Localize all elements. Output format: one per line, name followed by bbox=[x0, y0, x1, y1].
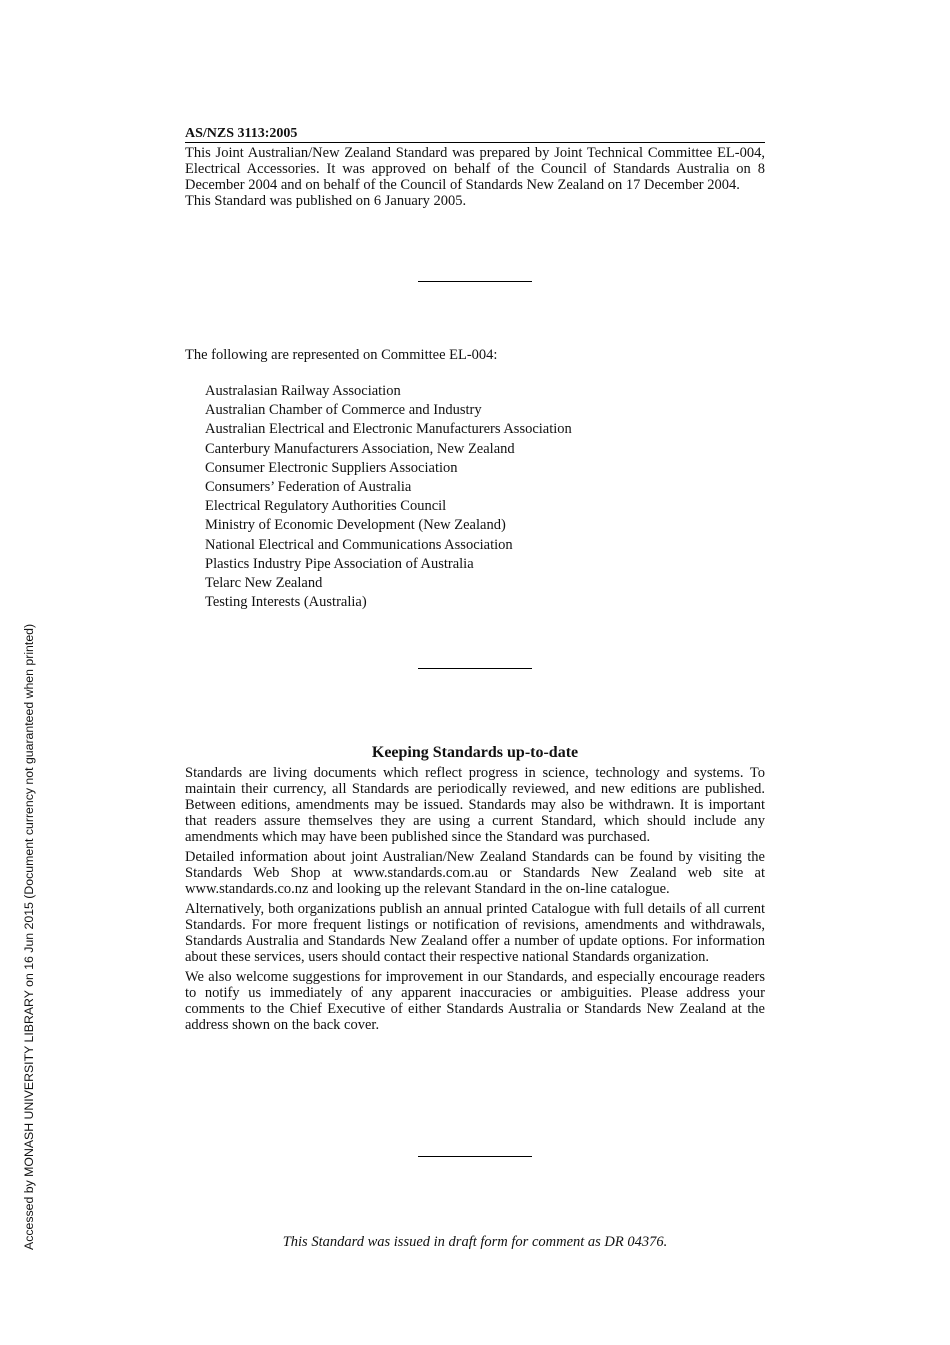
committee-member: Canterbury Manufacturers Association, New Zealand bbox=[205, 440, 515, 457]
committee-member: Ministry of Economic Development (New Zealand) bbox=[205, 517, 506, 534]
committee-member: Testing Interests (Australia) bbox=[205, 594, 367, 611]
draft-note: This Standard was issued in draft form for comment as DR 04376. bbox=[282, 1234, 668, 1250]
approval-block bbox=[185, 145, 765, 209]
committee-member: National Electrical and Communications Association bbox=[205, 536, 513, 553]
section-body bbox=[185, 765, 765, 1037]
standard-id: AS/NZS 3113:2005 bbox=[185, 126, 765, 143]
body-paragraph: Detailed information about joint Australian/New Zealand Standards can be found by visiting the Standards Web Shop at www.standards.com.au or Standards New Zealand web site at www.standards.co.nz and looking up the relevant Standard in the on-line catalogue. bbox=[185, 849, 765, 897]
published-text: This Standard was published on 6 January 2005. bbox=[185, 193, 467, 209]
committee-intro: The following are represented on Committee EL-004: bbox=[185, 347, 498, 363]
body-paragraph: Alternatively, both organizations publish an annual printed Catalogue with full details of all current Standards. For more frequent listings or notification of revisions, amendments and withdrawals, Standards Australia and Standards New Zealand offer a number of update options. For information about these services, users should contact their respective national Standards organization. bbox=[185, 901, 765, 965]
approval-text: This Joint Australian/New Zealand Standard was prepared by Joint Technical Committee EL-004, Electrical Accessories. It was approved on behalf of the Council of Standards Australia on 8 December 2004 and on behalf of the Council of Standards New Zealand on 17 December 2004. bbox=[185, 145, 765, 193]
committee-member: Australian Electrical and Electronic Manufacturers Association bbox=[205, 421, 572, 438]
committee-member: Telarc New Zealand bbox=[205, 575, 323, 592]
body-paragraph: We also welcome suggestions for improvement in our Standards, and especially encourage readers to notify us immediately of any apparent inaccuracies or ambiguities. Please address your comments to the Chief Executive of either Standards Australia or Standards New Zealand at the address shown on the back cover. bbox=[185, 969, 765, 1033]
committee-member-list bbox=[205, 382, 572, 612]
committee-member: Australian Chamber of Commerce and Industry bbox=[205, 402, 482, 419]
committee-member: Consumers’ Federation of Australia bbox=[205, 479, 412, 496]
body-paragraph: Standards are living documents which reflect progress in science, technology and systems. To maintain their currency, all Standards are periodically reviewed, and new editions are published. Between editions, amendments may be issued. Standards may also be withdrawn. It is important that readers assure themselves they are using a current Standard, which should include any amendments which may have been published since the Standard was purchased. bbox=[185, 765, 765, 845]
divider-rule bbox=[418, 281, 532, 282]
committee-member: Australasian Railway Association bbox=[205, 383, 401, 399]
committee-member: Electrical Regulatory Authorities Council bbox=[205, 498, 447, 515]
divider-rule bbox=[418, 1156, 532, 1157]
committee-member: Plastics Industry Pipe Association of Australia bbox=[205, 555, 474, 572]
section-heading: Keeping Standards up-to-date bbox=[371, 744, 579, 761]
access-watermark: Accessed by MONASH UNIVERSITY LIBRARY on 16 Jun 2015 (Document currency not guaranteed when printed) bbox=[22, 623, 36, 1250]
committee-member: Consumer Electronic Suppliers Association bbox=[205, 459, 458, 476]
divider-rule bbox=[418, 668, 532, 669]
